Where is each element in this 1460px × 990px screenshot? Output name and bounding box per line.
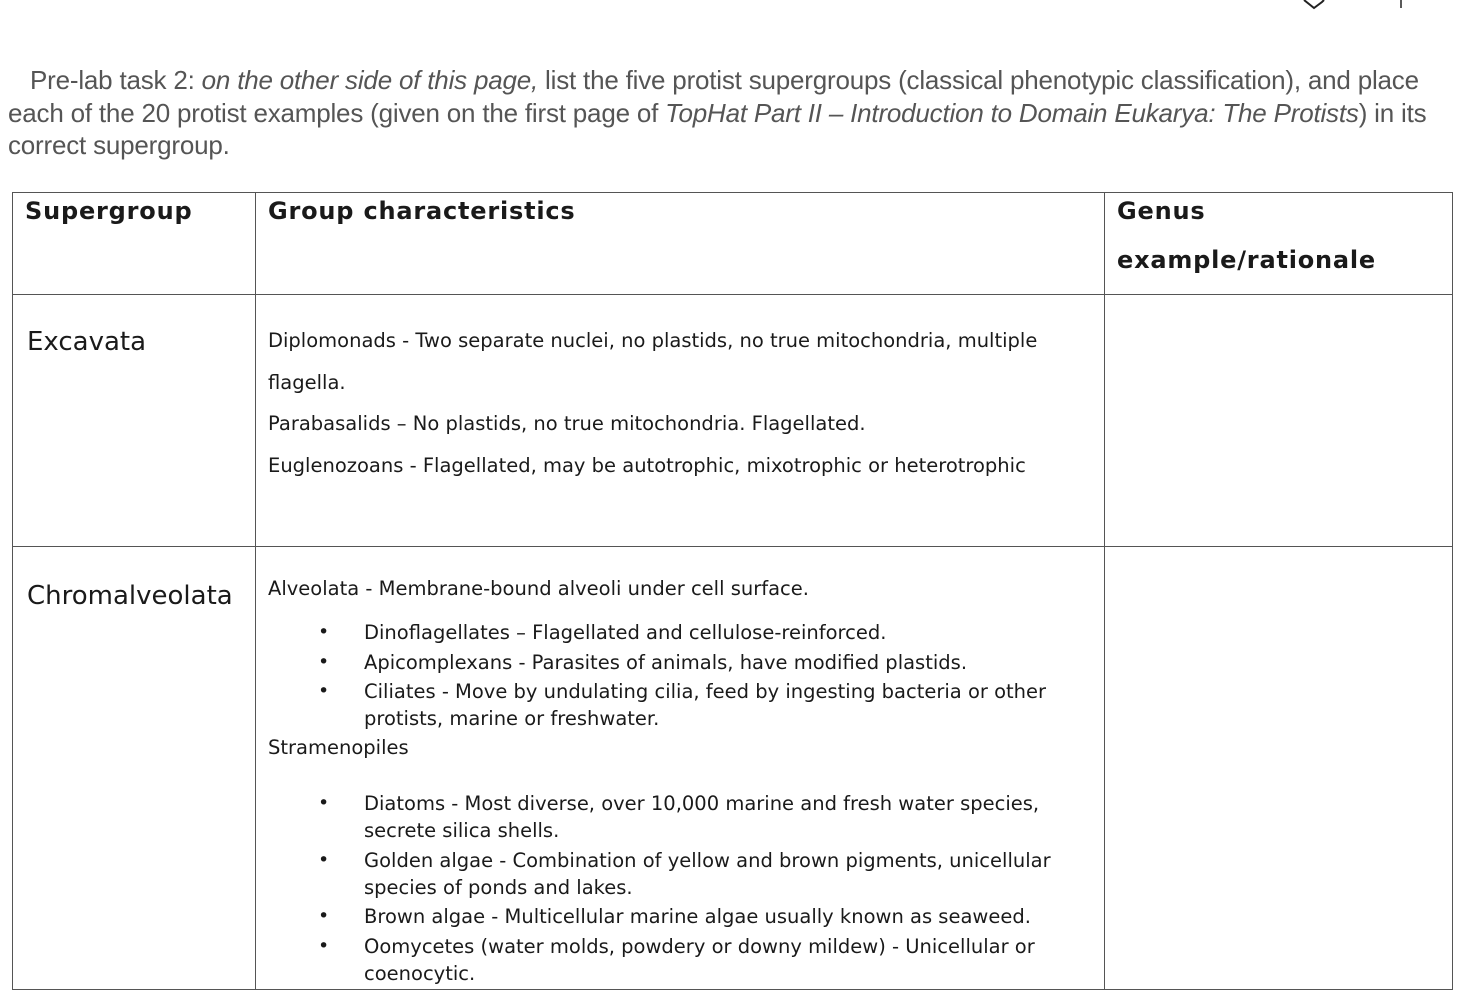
list-item: [268, 847, 1084, 901]
supergroup-name-chromalveolata: Chromalveolata: [27, 581, 233, 611]
stramenopiles-list: [268, 790, 1104, 987]
header-genus-line1: Genus: [1117, 197, 1206, 225]
list-item: [268, 619, 1084, 646]
supergroup-name-excavata: Excavata: [27, 327, 147, 357]
header-characteristics-cell: [256, 193, 1105, 295]
table-row: [13, 295, 1453, 547]
list-item-text: Golden algae - Combination of yellow and brown pigments, unicellular species of ponds and lakes.: [364, 848, 1051, 899]
genus-cell-chromalveolata[interactable]: [1105, 547, 1453, 990]
cropped-corner-mark: [1300, 0, 1410, 12]
characteristic-line: Euglenozoans - Flagellated, may be autotrophic, mixotrophic or heterotrophic: [268, 453, 1026, 477]
characteristics-cell: [256, 547, 1105, 990]
list-item: [268, 933, 1084, 987]
table-row: [13, 547, 1453, 990]
list-item-text: Dinoflagellates – Flagellated and cellulose-reinforced.: [364, 621, 887, 644]
header-supergroup: Supergroup: [25, 197, 193, 225]
header-genus: [1105, 187, 1452, 285]
supergroup-cell: [13, 295, 256, 547]
characteristic-line: Parabasalids – No plastids, no true mitochondria. Flagellated.: [268, 412, 866, 435]
alveolata-list: [268, 619, 1104, 732]
bullet-icon: •: [318, 905, 330, 927]
excavata-characteristics: [256, 295, 1104, 486]
instructions-middle: list the five protist supergroups (classical phenotypic classification), and place each of the 20 protist examples (given on the first page of: [8, 65, 1419, 128]
table-header-row: [13, 193, 1453, 295]
pre-lab-instructions: [8, 64, 1458, 162]
list-item: [268, 649, 1084, 676]
bullet-icon: •: [318, 621, 330, 643]
list-item-text: Ciliates - Move by undulating cilia, feed by ingesting bacteria or other protists, marine or freshwater.: [364, 680, 1047, 730]
subgroup-heading-stramenopiles: Stramenopiles: [268, 736, 409, 759]
instructions-emphasis-2: TopHat Part II – Introduction to Domain Eukarya: The Protists: [665, 97, 1359, 128]
list-item: [268, 790, 1084, 844]
supergroup-cell: [13, 547, 256, 990]
header-characteristics: Group characteristics: [268, 197, 576, 225]
header-genus-line2: example/rationale: [1117, 246, 1377, 274]
list-item: [268, 903, 1084, 930]
bullet-icon: •: [318, 848, 330, 871]
header-genus-cell: [1105, 193, 1453, 295]
characteristic-line: flagella.: [268, 370, 346, 394]
bullet-icon: •: [318, 934, 330, 957]
list-item-text: Oomycetes (water molds, powdery or downy mildew) - Unicellular or coenocytic.: [364, 934, 1035, 985]
characteristics-cell: [256, 295, 1105, 547]
genus-cell-excavata[interactable]: [1105, 295, 1453, 547]
bullet-icon: •: [318, 680, 330, 702]
instructions-emphasis-1: on the other side of this page,: [201, 65, 539, 95]
list-item: [268, 678, 1084, 732]
supergroup-table: [12, 192, 1453, 990]
subgroup-heading-alveolata: Alveolata - Membrane-bound alveoli under cell surface.: [268, 577, 809, 600]
list-item-text: Brown algae - Multicellular marine algae usually known as seaweed.: [364, 905, 1031, 928]
chromalveolata-characteristics: [256, 547, 1104, 987]
instructions-prefix: Pre-lab task 2:: [30, 65, 202, 95]
header-supergroup-cell: [13, 193, 256, 295]
characteristic-line: Diplomonads - Two separate nuclei, no plastids, no true mitochondria, multiple: [268, 329, 1038, 352]
list-item-text: Diatoms - Most diverse, over 10,000 marine and fresh water species, secrete silica shells.: [364, 792, 1040, 842]
bullet-icon: •: [318, 650, 330, 673]
instructions-suffix: ) in its correct supergroup.: [8, 97, 1427, 160]
bullet-icon: •: [318, 792, 330, 814]
list-item-text: Apicomplexans - Parasites of animals, have modified plastids.: [364, 650, 968, 674]
